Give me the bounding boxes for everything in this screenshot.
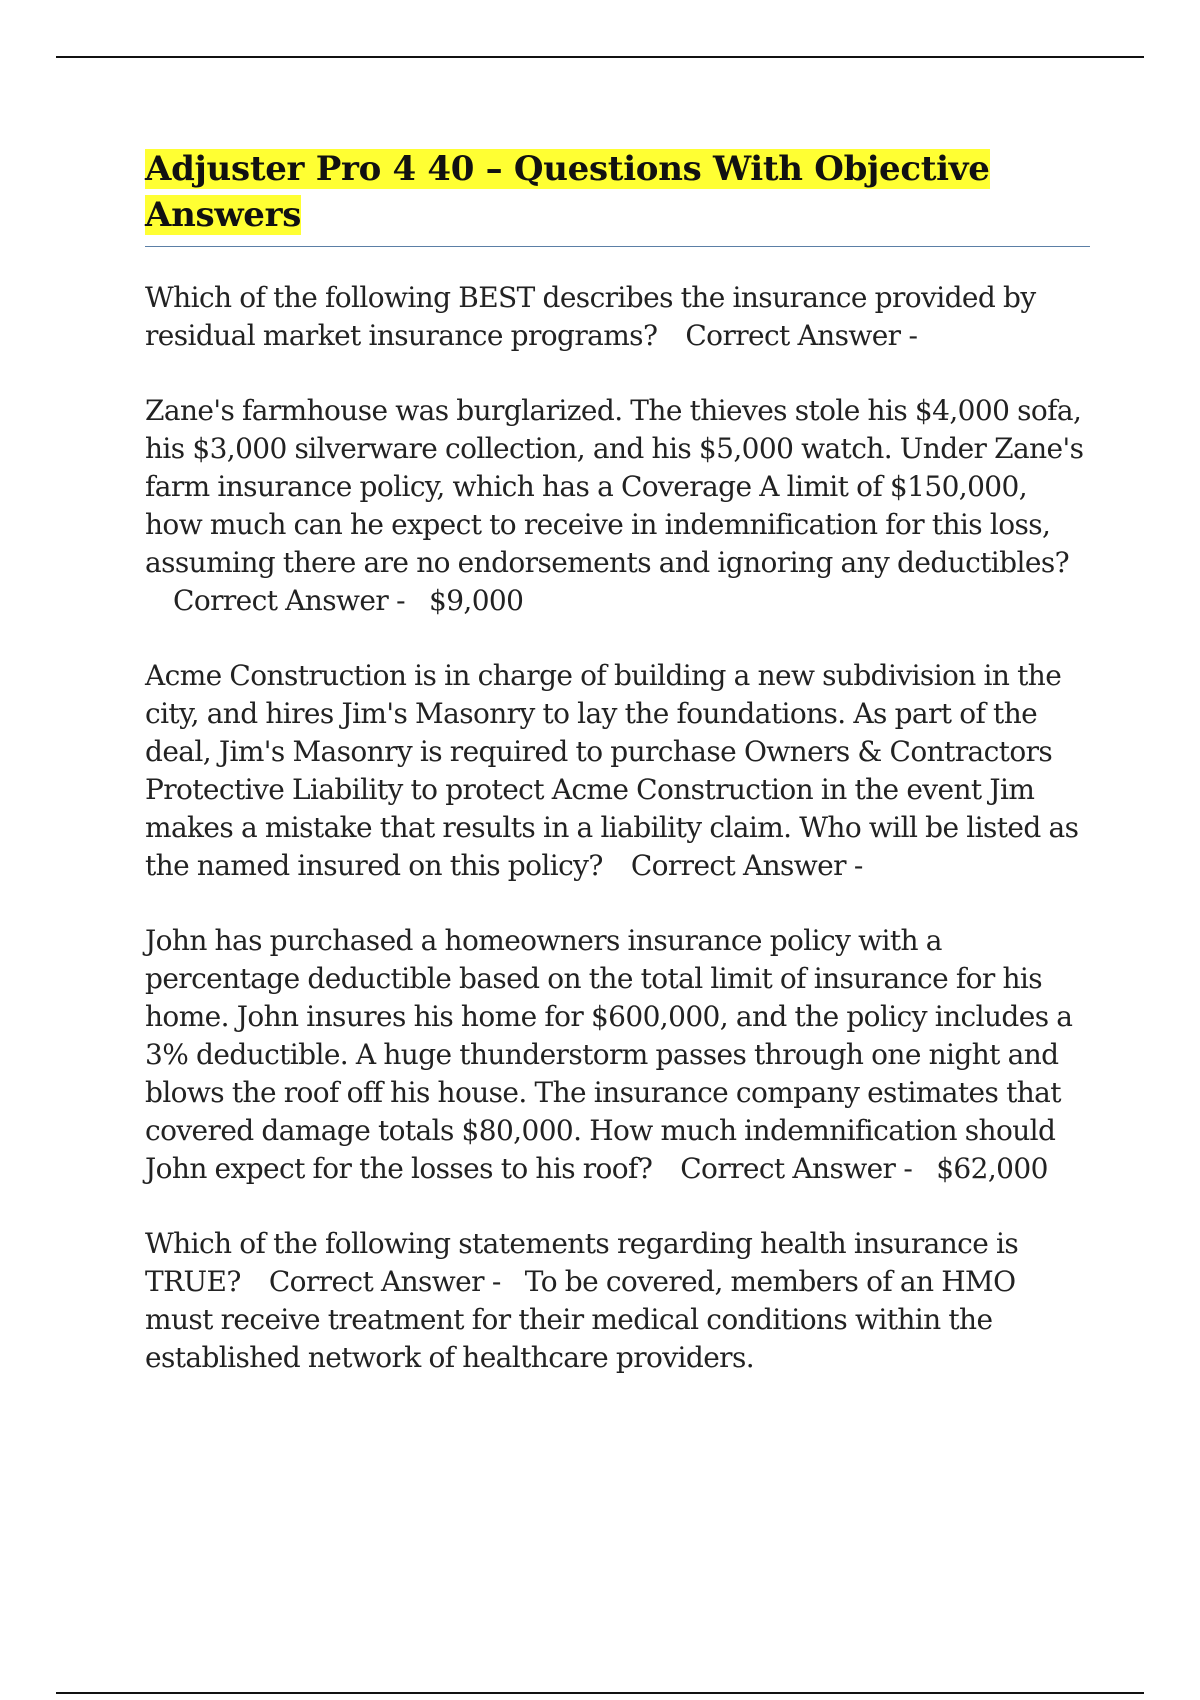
question-text: Which of the following BEST describes the insurance provided by residual market insurance programs? xyxy=(145,281,1036,352)
answer-label: Correct Answer xyxy=(268,1265,484,1298)
document-body xyxy=(145,146,1090,1414)
qa-item xyxy=(145,922,1090,1188)
qa-item xyxy=(145,1225,1090,1377)
question-text: Which of the following statements regarding health insurance is TRUE? xyxy=(145,1227,1019,1298)
answer-label: Correct Answer xyxy=(630,849,846,882)
bottom-rule xyxy=(56,1692,1144,1694)
qa-item xyxy=(145,657,1090,885)
question-text: Acme Construction is in charge of building a new subdivision in the city, and hires Jim's Masonry to lay the foundations. As part of the deal, Jim's Masonry is required to purchase Owners & Contractors Protective Liability to protect Acme Construction in the event Jim makes a mistake that results in a liability claim. Who will be listed as the named insured on this policy? xyxy=(145,659,1079,882)
answer-text: $62,000 xyxy=(936,1152,1048,1185)
answer-dash: - xyxy=(903,1152,913,1185)
top-rule xyxy=(56,56,1144,58)
title-highlight: Adjuster Pro 4 40 – Questions With Objective Answers xyxy=(145,149,990,235)
answer-label: Correct Answer xyxy=(680,1152,896,1185)
question-text: Zane's farmhouse was burglarized. The thieves stole his $4,000 sofa, his $3,000 silverware collection, and his $5,000 watch. Under Zane's farm insurance policy, which has a Coverage A limit of $150,000, how much can he expect to receive in indemnification for this loss, assuming there are no endorsements and ignoring any deductibles? xyxy=(145,394,1084,579)
question-text: John has purchased a homeowners insurance policy with a percentage deductible based on the total limit of insurance for his home. John insures his home for $600,000, and the policy includes a 3% deductible. A huge thunderstorm passes through one night and blows the roof off his house. The insurance company estimates that covered damage totals $80,000. How much indemnification should John expect for the losses to his roof? xyxy=(145,924,1073,1185)
document-title xyxy=(145,146,1090,247)
answer-dash: - xyxy=(853,849,863,882)
answer-dash: - xyxy=(491,1265,501,1298)
answer-text: $9,000 xyxy=(428,584,524,617)
question-list xyxy=(145,279,1090,1377)
answer-label: Correct Answer xyxy=(685,319,901,352)
qa-item xyxy=(145,279,1090,355)
answer-dash: - xyxy=(908,319,918,352)
answer-dash: - xyxy=(396,584,405,617)
qa-item xyxy=(145,392,1090,620)
answer-text: To be covered, members of an HMO must receive treatment for their medical conditions within the established network of healthcare providers. xyxy=(145,1265,1016,1374)
answer-label: Correct Answer xyxy=(173,584,389,617)
